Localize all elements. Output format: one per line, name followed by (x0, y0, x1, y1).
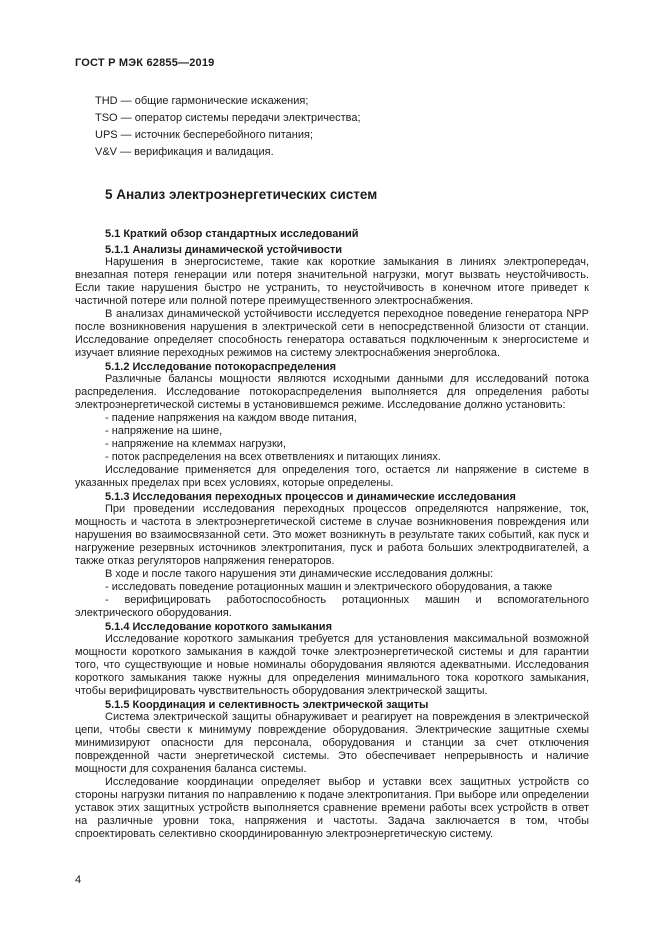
bullet-item: - исследовать поведение ротационных машин и электрического оборудования, а также (105, 581, 553, 593)
abbreviation-item: THD — общие гармонические искажения; (95, 95, 309, 107)
paragraph: В ходе и после такого нарушения эти динамические исследования должны: (105, 568, 494, 580)
subsection-heading: 5.1.1 Анализы динамической устойчивости (105, 244, 342, 256)
paragraph: В анализах динамической устойчивости исследуется переходное поведение генератора NPP после возникновения нарушения в электрической сети в непосредственной близости от станции. Исследование определяет способность генератора оставаться подключенным к энергосистеме и изучает влияние переходных режимов на систему электроснабжения энергоблока. (75, 308, 589, 359)
abbreviation-item: UPS — источник бесперебойного питания; (95, 129, 314, 141)
abbreviation-item: TSO — оператор системы передачи электричества; (95, 112, 361, 124)
paragraph: Исследование короткого замыкания требуется для установления максимальной возможной мощности короткого замыкания в каждой точке электроэнергетической системы и для гарантии того, что существующие и новые номиналы оборудования являются адекватными. Исследования короткого замыкания также нужны для определения минимального тока короткого замыкания, чтобы верифицировать чувствительность оборудования электрической защиты. (75, 633, 589, 697)
abbreviation-item: V&V — верификация и валидация. (95, 146, 274, 158)
subsection-heading: 5.1.5 Координация и селективность электрической защиты (105, 699, 429, 711)
document-body (75, 228, 589, 841)
paragraph: Различные балансы мощности являются исходными данными для исследований потока распределения. Исследование потокораспределения выполняется для определения работы электроэнергетической системы в установившемся режиме. Исследование должно установить: (75, 373, 589, 411)
subsection-heading: 5.1 Краткий обзор стандартных исследований (105, 228, 359, 240)
subsection-heading: 5.1.2 Исследование потокораспределения (105, 361, 337, 373)
page-number: 4 (75, 874, 82, 886)
paragraph: При проведении исследования переходных процессов определяются напряжение, ток, мощность и частота в электроэнергетической системе в случае возникновения повреждения или нарушения во взаимосвязанной сети. Это может возникнуть в результате таких событий, как пуск и нагружение резервных источников электропитания, пуск и работа больших электродвигателей, а также отказ регуляторов напряжения генераторов. (75, 503, 589, 567)
bullet-item: - поток распределения на всех ответвлениях и питающих линиях. (105, 451, 441, 463)
doc-number: ГОСТ Р МЭК 62855—2019 (75, 57, 215, 69)
bullet-item: - верифицировать работоспособность ротационных машин и вспомогательного электрического оборудования. (75, 594, 589, 619)
section-title: 5 Анализ электроэнергетических систем (105, 187, 378, 202)
abbreviation-list (95, 93, 589, 161)
paragraph: Система электрической защиты обнаруживает и реагирует на повреждения в электрической цепи, чтобы свести к минимуму повреждение оборудования. Электрические защитные схемы минимизируют опасности для персонала, оборудования и станции за счет отключения поврежденной части энергетической системы. Это обеспечивает непрерывность и наличие мощности для сохранения баланса системы. (75, 711, 589, 775)
bullet-item: - напряжение на клеммах нагрузки, (105, 438, 286, 450)
bullet-item: - напряжение на шине, (105, 425, 223, 437)
subsection-heading: 5.1.4 Исследование короткого замыкания (105, 621, 332, 633)
paragraph: Нарушения в энергосистеме, такие как короткие замыкания в линиях электропередач, внезапная потеря генерации или потеря значительной нагрузки, могут вызвать неустойчивость. Если такие нарушения быстро не устранить, то неустойчивость в конечном итоге приведет к частичной потере или полной потере преимущественного электроснабжения. (75, 256, 589, 307)
paragraph: Исследование координации определяет выбор и уставки всех защитных устройств со стороны нагрузки питания по направлению к подаче электропитания. При выборе или определении уставок этих защитных устройств выполняется сравнение времени работы всех устройств в ответ на различные уровни тока, напряжения и частоты. Задача заключается в том, чтобы спроектировать селективно скоординированную электроэнергетическую систему. (75, 776, 589, 840)
subsection-heading: 5.1.3 Исследования переходных процессов и динамические исследования (105, 491, 516, 503)
bullet-item: - падение напряжения на каждом вводе питания, (105, 412, 357, 424)
paragraph: Исследование применяется для определения того, остается ли напряжение в системе в указанных пределах при всех условиях, которые определены. (75, 464, 589, 489)
